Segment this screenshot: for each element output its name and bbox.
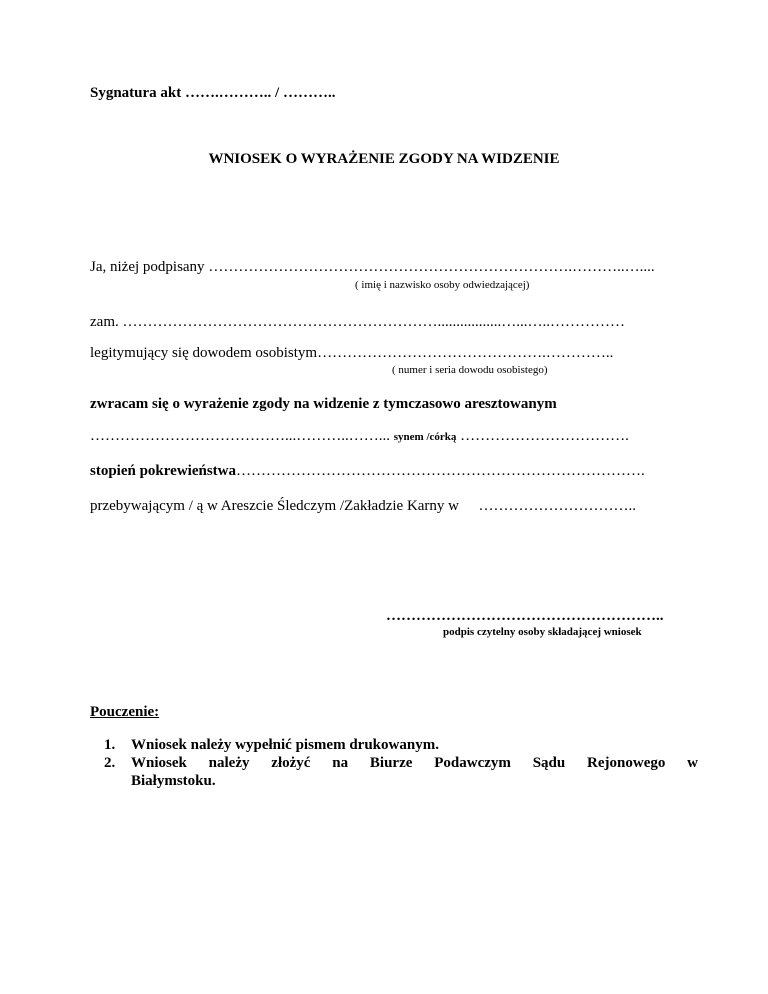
relation-label: synem /córką: [393, 431, 457, 443]
address-line: [90, 314, 625, 331]
instruction-text: Wniosek należy złożyć na Biurze Podawczym Sądu Rejonowego w: [131, 755, 698, 771]
relation-field[interactable]: …………………………….: [460, 428, 629, 444]
address-field[interactable]: ……………………………………………………….................…...…..……………: [122, 314, 625, 330]
instruction-text: Białymstoku.: [131, 773, 216, 789]
signature-label: podpis czytelny osoby składającej wniosek: [443, 626, 642, 638]
instruction-number: 2.: [104, 755, 116, 771]
visitor-name-line: [90, 259, 655, 276]
facility-label: przebywającym / ą w Areszcie Śledczym /Zakładzie Karny w: [90, 498, 460, 514]
facility-line: [90, 498, 636, 515]
instruction-text: Wniosek należy wypełnić pismem drukowanym.: [131, 737, 439, 753]
request-statement: zwracam się o wyrażenie zgody na widzenie z tymczasowo aresztowanym: [90, 396, 557, 412]
id-document-field[interactable]: ……………………………………….…………..: [317, 345, 614, 361]
document-title: WNIOSEK O WYRAŻENIE ZGODY NA WIDZENIE: [208, 151, 560, 167]
id-document-label: legitymujący się dowodem osobistym: [90, 345, 318, 361]
detainee-line: [90, 428, 629, 445]
case-signature-line: [90, 85, 335, 102]
address-label: zam.: [90, 314, 119, 330]
id-document-hint: ( numer i seria dowodu osobistego): [392, 364, 548, 376]
kinship-line: [90, 463, 645, 480]
kinship-field[interactable]: ……………………………………………………………………….: [236, 463, 645, 479]
instruction-item: [104, 736, 698, 754]
instructions-list: [104, 736, 698, 790]
instructions-heading: Pouczenie:: [90, 704, 160, 720]
instruction-item-continuation: [104, 772, 698, 790]
detainee-name-field[interactable]: …………………………………...………..……...: [90, 428, 390, 444]
visitor-name-hint: ( imię i nazwisko osoby odwiedzającej): [355, 279, 530, 291]
visitor-name-field[interactable]: ……………………………………………………………….………..…....: [208, 259, 655, 275]
signature-field[interactable]: ………………………………………………..: [386, 608, 664, 624]
instruction-number: 1.: [104, 737, 116, 753]
facility-field[interactable]: …………………………..: [478, 498, 637, 514]
case-signature-label: Sygnatura akt: [90, 85, 182, 101]
case-signature-field[interactable]: …….……….. / ………..: [185, 85, 336, 101]
instruction-item: [104, 754, 698, 772]
id-document-line: [90, 345, 613, 362]
visitor-name-label: Ja, niżej podpisany: [90, 259, 205, 275]
kinship-label: stopień pokrewieństwa: [90, 463, 236, 479]
